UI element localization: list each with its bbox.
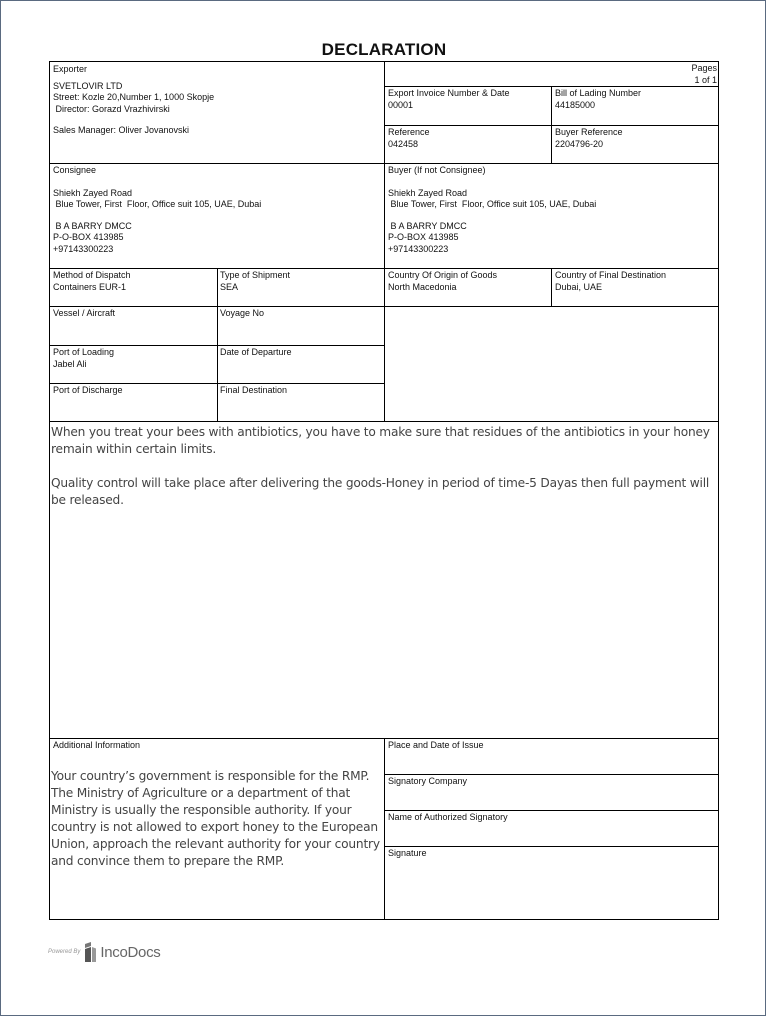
divider [384, 738, 385, 920]
place-date-issue-label: Place and Date of Issue [388, 740, 484, 750]
divider [217, 268, 218, 421]
country-of-origin-label: Country Of Origin of Goods [388, 270, 498, 280]
port-of-loading-label: Port of Loading [53, 347, 115, 357]
vessel-cell [53, 308, 213, 320]
vessel-label: Vessel / Aircraft [53, 308, 116, 318]
buyer-reference-cell [555, 127, 715, 150]
export-invoice-label: Export Invoice Number & Date [388, 88, 510, 98]
export-invoice-cell [388, 88, 548, 111]
divider [384, 774, 719, 775]
exporter-label: Exporter [53, 64, 88, 74]
declaration-form [49, 61, 719, 920]
exporter-name: SVETLOVIR LTD [53, 80, 123, 91]
signature-cell [388, 848, 716, 860]
description-paragraph: When you treat your bees with antibiotics, you have to make sure that residues of the antibiotics in your honey remain within certain limits. [51, 425, 710, 456]
exporter-director: Director: Gorazd Vrazhivirski [53, 103, 170, 114]
export-invoice-value: 00001 [388, 99, 414, 110]
buyer-reference-label: Buyer Reference [555, 127, 623, 137]
consignee-line4: P-O-BOX 413985 [53, 232, 124, 242]
method-of-dispatch-label: Method of Dispatch [53, 270, 131, 280]
consignee-label: Consignee [53, 165, 97, 175]
buyer-line2: Blue Tower, First Floor, Office suit 105, UAE, Dubai [388, 199, 597, 209]
consignee-line3: B A BARRY DMCC [53, 220, 132, 231]
buyer-label: Buyer (If not Consignee) [388, 165, 486, 175]
place-date-issue-cell [388, 740, 716, 752]
pages-label: Pages [691, 63, 717, 73]
date-of-departure-label: Date of Departure [220, 347, 292, 357]
country-of-destination-cell [555, 270, 717, 293]
buyer-reference-value: 2204796-20 [555, 138, 604, 149]
signature-label: Signature [388, 848, 427, 858]
port-of-loading-value: Jabel Ali [53, 358, 87, 369]
bill-of-lading-value: 44185000 [555, 99, 596, 110]
divider [551, 268, 552, 306]
pages-value: 1 of 1 [694, 74, 717, 85]
additional-info-cell [53, 740, 381, 752]
date-of-departure-cell [220, 347, 380, 359]
buyer-line3: B A BARRY DMCC [388, 220, 467, 231]
reference-label: Reference [388, 127, 430, 137]
method-of-dispatch-value: Containers EUR-1 [53, 281, 127, 292]
consignee-cell [53, 165, 381, 255]
incodocs-logo-icon [84, 942, 97, 962]
description-paragraph: Quality control will take place after delivering the goods-Honey in period of time-5 Dayas then full payment will be released. [51, 476, 710, 507]
exporter-cell [53, 64, 381, 137]
additional-info-label: Additional Information [53, 740, 141, 750]
port-of-discharge-cell [53, 385, 213, 397]
type-of-shipment-value: SEA [220, 281, 239, 292]
port-of-loading-cell [53, 347, 213, 370]
goods-description [51, 424, 711, 509]
country-of-origin-value: North Macedonia [388, 281, 457, 292]
bill-of-lading-label: Bill of Lading Number [555, 88, 642, 98]
reference-value: 042458 [388, 138, 419, 149]
consignee-line2: Blue Tower, First Floor, Office suit 105, UAE, Dubai [53, 199, 262, 209]
incodocs-brand: IncoDocs [100, 943, 161, 961]
type-of-shipment-label: Type of Shipment [220, 270, 291, 280]
divider [50, 421, 719, 422]
divider [384, 810, 719, 811]
pages-cell [386, 63, 717, 86]
voyage-label: Voyage No [220, 308, 265, 318]
signatory-company-label: Signatory Company [388, 776, 468, 786]
additional-info-text: Your country’s government is responsible for the RMP. The Ministry of Agriculture or a department of that Ministry is usually the responsible authority. If your country is not allowed to export honey to the European Union, approach the relevant authority for your country and convince them to prepare the RMP. [51, 769, 380, 868]
final-destination-cell [220, 385, 380, 397]
country-of-destination-value: Dubai, UAE [555, 281, 603, 292]
buyer-line5: +97143300223 [388, 243, 449, 254]
consignee-line5: +97143300223 [53, 243, 114, 254]
method-of-dispatch-cell [53, 270, 213, 293]
buyer-line4: P-O-BOX 413985 [388, 232, 459, 242]
final-destination-label: Final Destination [220, 385, 288, 395]
authorized-signatory-label: Name of Authorized Signatory [388, 812, 508, 822]
bill-of-lading-cell [555, 88, 715, 111]
port-of-discharge-label: Port of Discharge [53, 385, 123, 395]
divider [384, 846, 719, 847]
reference-cell [388, 127, 548, 150]
buyer-cell [388, 165, 716, 255]
divider [384, 62, 385, 421]
exporter-sales-manager: Sales Manager: Oliver Jovanovski [53, 125, 190, 135]
divider [551, 86, 552, 163]
buyer-line1: Shiekh Zayed Road [388, 187, 468, 198]
incodocs-logo [48, 942, 161, 962]
type-of-shipment-cell [220, 270, 380, 293]
exporter-street: Street: Kozle 20,Number 1, 1000 Skopje [53, 92, 215, 102]
country-of-destination-label: Country of Final Destination [555, 270, 667, 280]
document-title: DECLARATION [321, 40, 447, 59]
powered-by-text: Powered By [48, 949, 81, 955]
consignee-line1: Shiekh Zayed Road [53, 187, 133, 198]
voyage-cell [220, 308, 380, 320]
authorized-signatory-cell [388, 812, 716, 824]
country-of-origin-cell [388, 270, 548, 293]
signatory-company-cell [388, 776, 716, 788]
